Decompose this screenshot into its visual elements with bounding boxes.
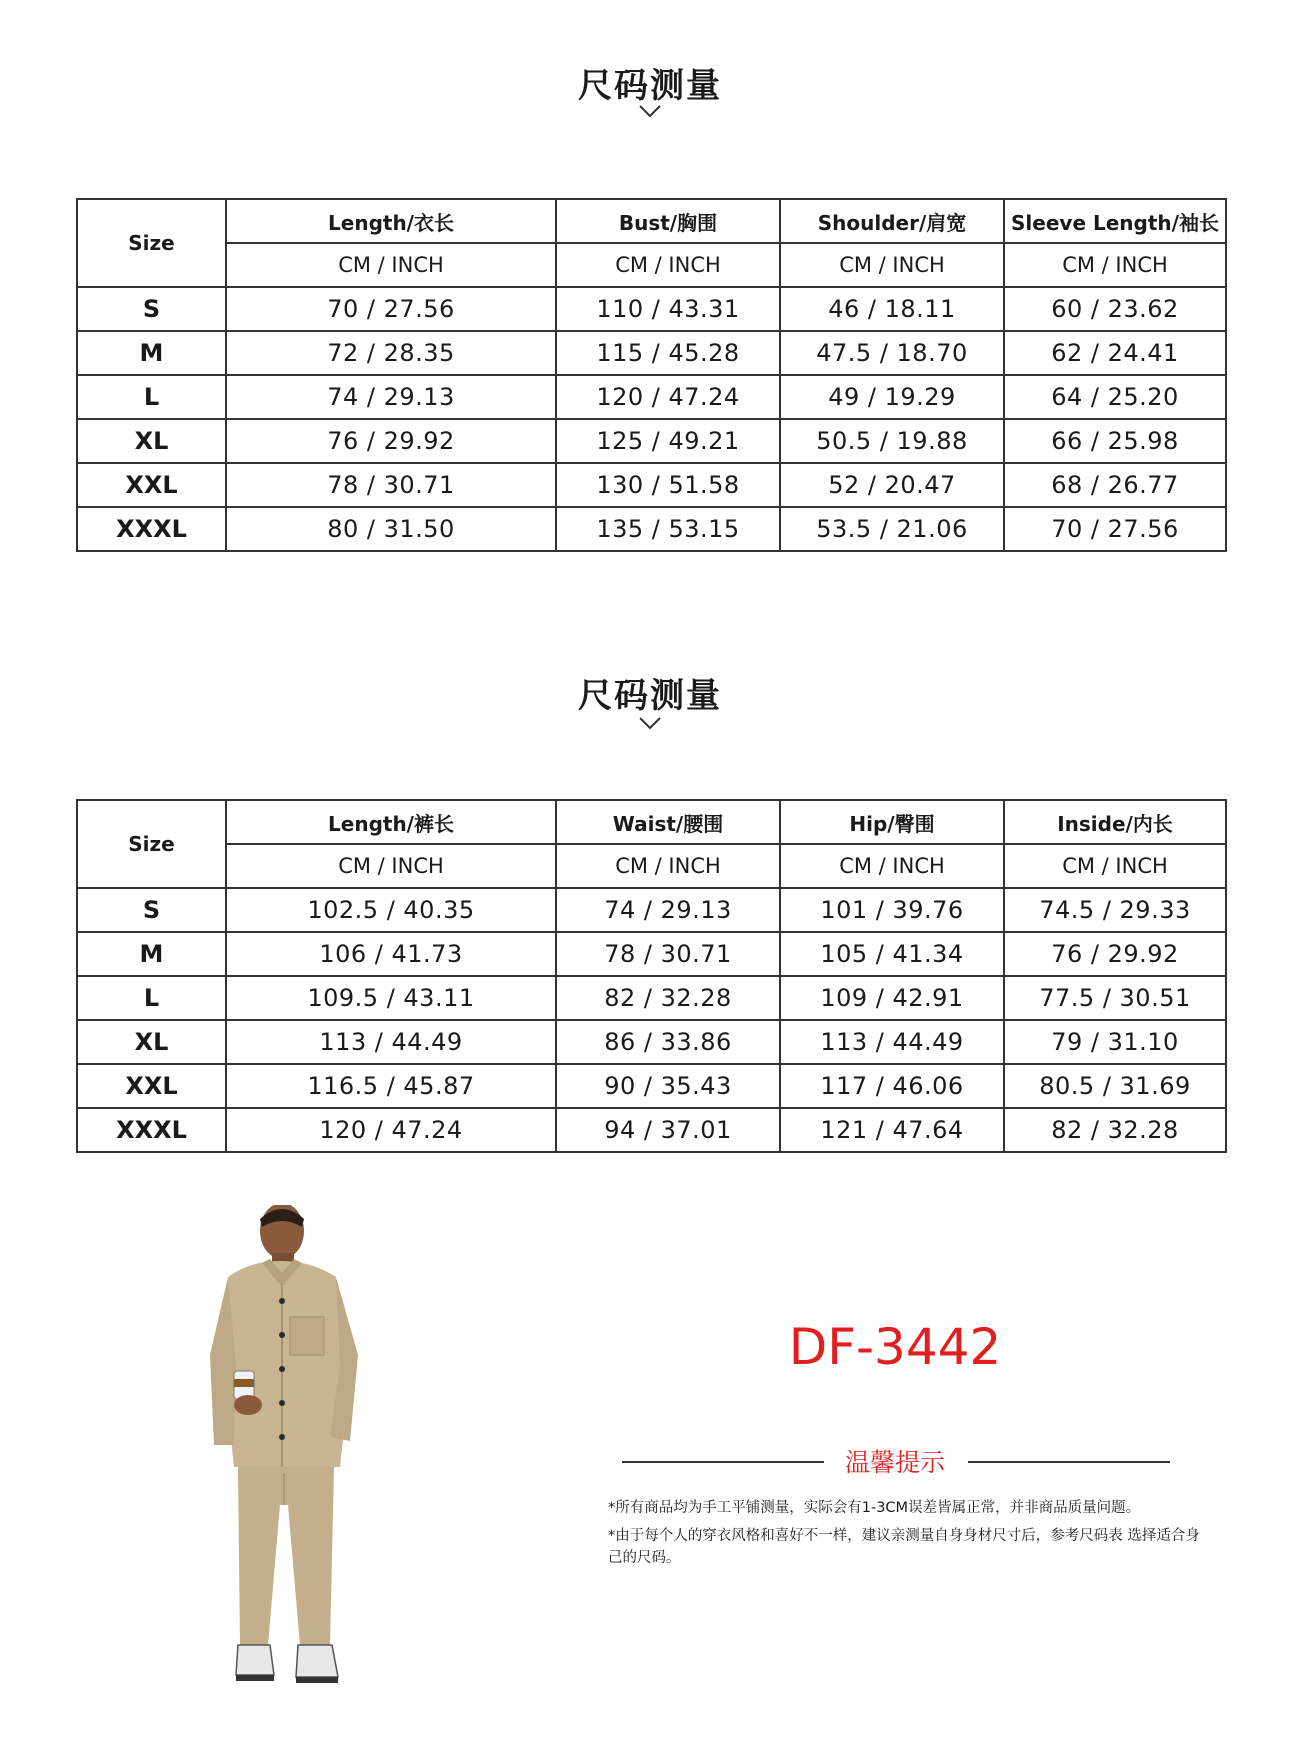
model-code: DF-3442	[788, 1318, 1002, 1376]
table-cell: 105 / 41.34	[780, 932, 1004, 976]
table-cell: 76 / 29.92	[1004, 932, 1226, 976]
column-header: Bust/胸围	[556, 199, 780, 243]
table-cell: 121 / 47.64	[780, 1108, 1004, 1152]
table-cell: 53.5 / 21.06	[780, 507, 1004, 551]
unit-label: CM / INCH	[226, 243, 556, 287]
tip-item: *由于每个人的穿衣风格和喜好不一样，建议亲测量自身身材尺寸后，参考尺码表 选择适合身己的尺码。	[608, 1528, 1200, 1566]
unit-label: CM / INCH	[556, 243, 780, 287]
divider-left	[622, 1461, 824, 1463]
table-cell: 47.5 / 18.70	[780, 331, 1004, 375]
size-label: XXXL	[77, 1108, 226, 1152]
size-label: S	[77, 287, 226, 331]
column-header: Length/裤长	[226, 800, 556, 844]
table-cell: 94 / 37.01	[556, 1108, 780, 1152]
table-cell: 46 / 18.11	[780, 287, 1004, 331]
table-cell: 117 / 46.06	[780, 1064, 1004, 1108]
table-cell: 74.5 / 29.33	[1004, 888, 1226, 932]
size-label: XXXL	[77, 507, 226, 551]
table-cell: 102.5 / 40.35	[226, 888, 556, 932]
table-row	[77, 888, 1226, 932]
table-row	[77, 375, 1226, 419]
size-header: Size	[77, 800, 226, 888]
table-row	[77, 1064, 1226, 1108]
table-cell: 60 / 23.62	[1004, 287, 1226, 331]
column-header: Inside/内长	[1004, 800, 1226, 844]
column-header: Length/衣长	[226, 199, 556, 243]
table-cell: 120 / 47.24	[226, 1108, 556, 1152]
table-cell: 70 / 27.56	[226, 287, 556, 331]
column-header: Shoulder/肩宽	[780, 199, 1004, 243]
table-cell: 86 / 33.86	[556, 1020, 780, 1064]
table-header-row	[77, 800, 1226, 844]
table-unit-row	[77, 243, 1226, 287]
size-label: L	[77, 375, 226, 419]
table-cell: 82 / 32.28	[556, 976, 780, 1020]
column-header: Hip/臀围	[780, 800, 1004, 844]
table-row	[77, 1020, 1226, 1064]
table-cell: 49 / 19.29	[780, 375, 1004, 419]
table-cell: 110 / 43.31	[556, 287, 780, 331]
table-row	[77, 1108, 1226, 1152]
table-cell: 90 / 35.43	[556, 1064, 780, 1108]
pants-section-title: 尺码测量	[578, 676, 722, 716]
table-cell: 68 / 26.77	[1004, 463, 1226, 507]
tops-section-title: 尺码测量	[578, 66, 722, 106]
table-cell: 115 / 45.28	[556, 331, 780, 375]
unit-label: CM / INCH	[556, 844, 780, 888]
size-header: Size	[77, 199, 226, 287]
table-cell: 130 / 51.58	[556, 463, 780, 507]
table-cell: 76 / 29.92	[226, 419, 556, 463]
table-cell: 50.5 / 19.88	[780, 419, 1004, 463]
chevron-down-icon	[638, 716, 662, 730]
table-row	[77, 419, 1226, 463]
tops-size-table	[76, 198, 1227, 552]
tips-title: 温馨提示	[844, 1448, 945, 1477]
table-cell: 135 / 53.15	[556, 507, 780, 551]
table-cell: 74 / 29.13	[226, 375, 556, 419]
table-header-row	[77, 199, 1226, 243]
table-cell: 74 / 29.13	[556, 888, 780, 932]
unit-label: CM / INCH	[226, 844, 556, 888]
size-label: XL	[77, 1020, 226, 1064]
table-cell: 77.5 / 30.51	[1004, 976, 1226, 1020]
table-unit-row	[77, 844, 1226, 888]
table-row	[77, 507, 1226, 551]
table-row	[77, 331, 1226, 375]
table-cell: 101 / 39.76	[780, 888, 1004, 932]
column-header: Sleeve Length/袖长	[1004, 199, 1226, 243]
table-cell: 113 / 44.49	[226, 1020, 556, 1064]
tip-item: *所有商品均为手工平铺测量，实际会有1-3CM误差皆属正常，并非商品质量问题。	[608, 1500, 1141, 1516]
unit-label: CM / INCH	[1004, 844, 1226, 888]
chevron-down-icon	[638, 104, 662, 118]
table-row	[77, 463, 1226, 507]
table-cell: 70 / 27.56	[1004, 507, 1226, 551]
table-cell: 79 / 31.10	[1004, 1020, 1226, 1064]
table-cell: 64 / 25.20	[1004, 375, 1226, 419]
size-label: XXL	[77, 463, 226, 507]
product-model-image	[190, 1205, 410, 1715]
unit-label: CM / INCH	[780, 243, 1004, 287]
table-cell: 120 / 47.24	[556, 375, 780, 419]
size-label: M	[77, 331, 226, 375]
table-row	[77, 932, 1226, 976]
table-cell: 72 / 28.35	[226, 331, 556, 375]
table-cell: 78 / 30.71	[556, 932, 780, 976]
table-cell: 116.5 / 45.87	[226, 1064, 556, 1108]
model-figure	[210, 1205, 358, 1683]
table-cell: 109 / 42.91	[780, 976, 1004, 1020]
size-label: XL	[77, 419, 226, 463]
table-cell: 80.5 / 31.69	[1004, 1064, 1226, 1108]
table-cell: 78 / 30.71	[226, 463, 556, 507]
table-cell: 109.5 / 43.11	[226, 976, 556, 1020]
table-cell: 106 / 41.73	[226, 932, 556, 976]
unit-label: CM / INCH	[1004, 243, 1226, 287]
size-label: L	[77, 976, 226, 1020]
unit-label: CM / INCH	[780, 844, 1004, 888]
table-cell: 80 / 31.50	[226, 507, 556, 551]
table-cell: 52 / 20.47	[780, 463, 1004, 507]
table-row	[77, 976, 1226, 1020]
size-label: M	[77, 932, 226, 976]
table-cell: 113 / 44.49	[780, 1020, 1004, 1064]
size-label: XXL	[77, 1064, 226, 1108]
table-cell: 82 / 32.28	[1004, 1108, 1226, 1152]
size-label: S	[77, 888, 226, 932]
pants-size-table	[76, 799, 1227, 1153]
table-cell: 62 / 24.41	[1004, 331, 1226, 375]
table-cell: 125 / 49.21	[556, 419, 780, 463]
column-header: Waist/腰围	[556, 800, 780, 844]
table-row	[77, 287, 1226, 331]
divider-right	[968, 1461, 1170, 1463]
table-cell: 66 / 25.98	[1004, 419, 1226, 463]
